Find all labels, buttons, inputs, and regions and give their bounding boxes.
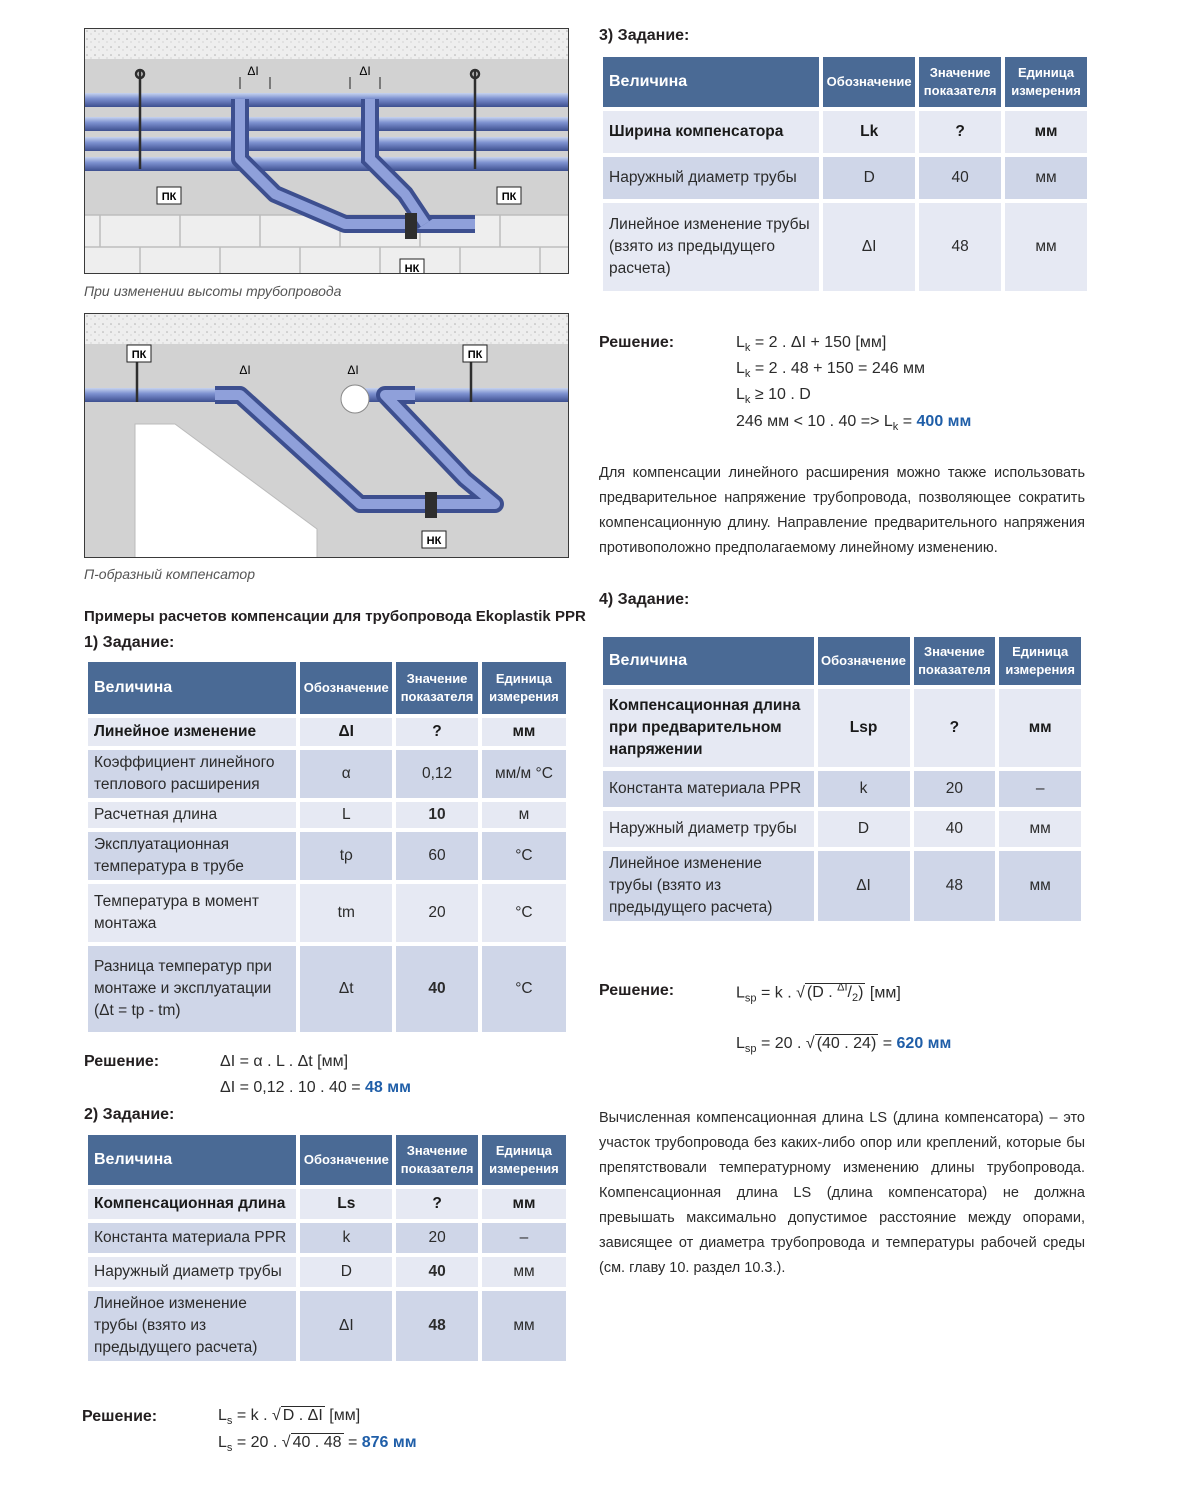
- figure1-caption: При изменении высоты трубопровода: [84, 283, 342, 299]
- table-row: Наружный диаметр трубы D 40 мм: [88, 1257, 566, 1287]
- col-header-quantity: Величина: [88, 662, 296, 714]
- table-row: Линейное изменение трубы (взято из предыдущего расчета) ΔI 48 мм: [88, 1291, 566, 1361]
- task3-eq4: 246 мм < 10 . $40 => L_k = 400$ мм: [736, 413, 972, 434]
- figure-u-compensator: [84, 313, 569, 558]
- task4-paragraph: Вычисленная компенсационная длина LS (длина компенсатора) – это участок трубопровода без каких-либо опор или креплений, которые бы препятствовали температурному изменению длины трубопровода. Компенсационная длина LS (длина компенсатора) не должна превышать максимально допустимое расстояние между опорами, зависящее от диаметра трубопровода и температуры рабочей среды (см. главу 10. раздел 10.3.).: [599, 1110, 1085, 1276]
- task3-paragraph: Для компенсации линейного расширения можно также использовать предварительное напряжение трубопровода, позволяющее сократить компенсационную длину. Направление предварительного напряжения противоположно предполагаемому линейному изменению.: [599, 465, 1085, 556]
- fig1-dl-right: ΔI: [359, 64, 371, 78]
- col-header-symbol: Обозначение: [300, 662, 392, 714]
- task4-result: 620 мм: [896, 1035, 952, 1052]
- table-row: Ширина компенсатора Lk ? мм: [603, 111, 1087, 153]
- table-row: Разница температур при монтаже и эксплуатации (Δt = tp - tm) Δt 40 °C: [88, 946, 566, 1032]
- task4-solution-label: Решение:: [599, 982, 675, 999]
- task3-eq3: $L_k \ge 10$ . D: [736, 386, 811, 407]
- task2-eq2: $L_s = 20$ . √ 40 . 48 = 876 мм: [218, 1434, 417, 1455]
- table-row: Константа материала PPR k 20 –: [603, 771, 1081, 807]
- task2-eq1: $L_s = k$ . √ D . ΔI [мм]: [218, 1407, 361, 1428]
- task3-table: Величина Обозначение Значение показателя Единица измерения Ширина компенсатора Lk ? мм Наружный диаметр трубы D 40 мм Линейное изменение трубы (взято из предыдущего расчета) ΔI 48 мм: [599, 53, 1091, 295]
- fig2-dl-right: ΔI: [347, 363, 359, 377]
- task1-eq1: ΔI = α . L . Δt [мм]: [220, 1053, 349, 1070]
- table-row: Линейное изменение трубы (взято из предыдущего расчета) ΔI 48 мм: [603, 851, 1081, 921]
- task3-solution-label: Решение:: [599, 334, 675, 351]
- table-row: Компенсационная длина при предварительном напряжении Lsp ? мм: [603, 689, 1081, 767]
- fig2-pk-right: ПК: [467, 349, 483, 361]
- table-row: Наружный диаметр трубы D 40 мм: [603, 157, 1087, 199]
- task4-table: Величина Обозначение Значение показателя Единица измерения Компенсационная длина при предварительном напряжении Lsp ? мм Константа материала PPR k 20 – Наружный диаметр трубы D 40 мм Линейное изменение трубы (взято из предыдущего расчета) ΔI 48 мм: [599, 633, 1085, 925]
- table-row: Температура в момент монтажа tm 20 °C: [88, 884, 566, 942]
- task4-eq2: $L_{sp} = 20$ . √ (40 . 24) = 620 мм: [736, 1035, 952, 1056]
- col-header-value: Значение показателя: [396, 662, 478, 714]
- fig1-pk-right: ПК: [501, 191, 517, 203]
- task3-result: 400 мм: [916, 413, 972, 430]
- table-row: Эксплуатационная температура в трубе tρ 60 °C: [88, 832, 566, 880]
- section-title: Примеры расчетов компенсации для трубопровода Ekoplastik PPR: [84, 608, 586, 625]
- task4-eq1: $L_{sp} = k$ . √ (D . $^{\Delta I}/_2$) [мм]: [736, 982, 901, 1005]
- col-header-unit: Единица измерения: [482, 662, 566, 714]
- fig2-pk-left: ПК: [131, 349, 147, 361]
- figure-height-change: [84, 28, 569, 274]
- task1-result: 48 мм: [365, 1079, 411, 1096]
- task3-eq1: $L_k = 2$ . ΔI + 150 [мм]: [736, 334, 887, 355]
- task2-title: 2) Задание:: [84, 1106, 175, 1123]
- table-row: Коэффициент линейного теплового расширения α 0,12 мм/м °C: [88, 750, 566, 798]
- table-row: Константа материала PPR k 20 –: [88, 1223, 566, 1253]
- task1-solution-label: Решение:: [84, 1053, 160, 1070]
- table-row: Линейное изменение ΔI ? мм: [88, 718, 566, 746]
- fig2-dl-left: ΔI: [239, 363, 251, 377]
- table-row: Наружный диаметр трубы D 40 мм: [603, 811, 1081, 847]
- figure2-caption: П-образный компенсатор: [84, 566, 255, 582]
- table-row: Компенсационная длина Ls ? мм: [88, 1189, 566, 1219]
- fig2-nk: НК: [426, 535, 442, 547]
- task1-title: 1) Задание:: [84, 634, 175, 651]
- task1-eq2: ΔI = 0,12 . 10 . 40 = 48 мм: [220, 1079, 411, 1096]
- task2-table: Величина Обозначение Значение показателя Единица измерения Компенсационная длина Ls ? мм Константа материала PPR k 20 – Наружный диаметр трубы D 40 мм Линейное изменение трубы (взято из предыдущего расчета) ΔI 48 мм: [84, 1131, 570, 1365]
- task4-title: 4) Задание:: [599, 591, 690, 608]
- task3-eq2: $L_k = 2$ . 48 + 150 = 246 мм: [736, 360, 925, 381]
- fig1-nk: НК: [404, 263, 420, 274]
- task2-solution-label: Решение:: [82, 1408, 158, 1425]
- task2-result: 876 мм: [361, 1434, 417, 1451]
- table-row: Расчетная длина L 10 м: [88, 802, 566, 828]
- task3-title: 3) Задание:: [599, 27, 690, 44]
- task1-table: [84, 658, 570, 1036]
- fig1-dl-left: ΔI: [247, 64, 259, 78]
- table-row: Линейное изменение трубы (взято из предыдущего расчета) ΔI 48 мм: [603, 203, 1087, 291]
- fig1-pk-left: ПК: [161, 191, 177, 203]
